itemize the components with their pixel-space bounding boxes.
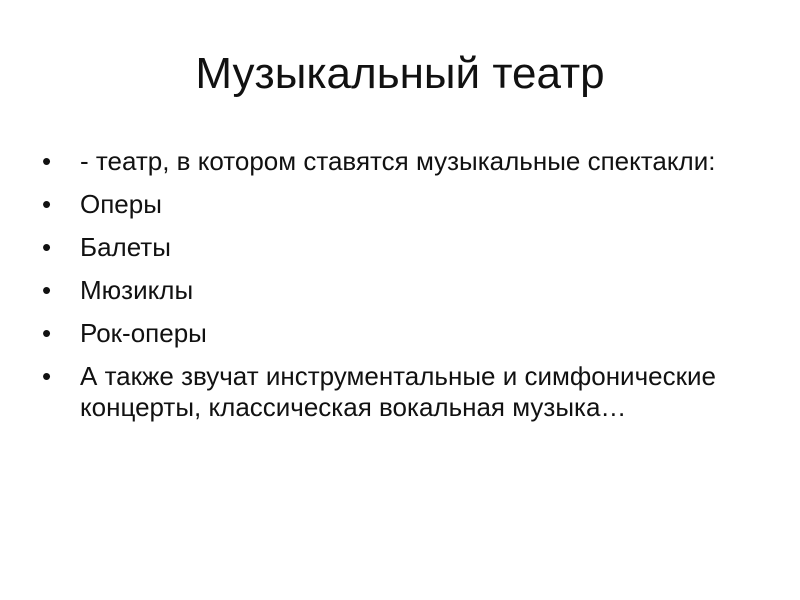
bullet-item-ballets	[40, 232, 730, 263]
bullet-text: Мюзиклы	[80, 275, 194, 305]
bullet-text: А также звучат инструментальные и симфонические концерты, классическая вокальная музыка…	[80, 361, 716, 422]
bullet-item-rock-operas	[40, 318, 730, 349]
bullet-item-description	[40, 146, 730, 177]
bullet-dot-icon: •	[42, 275, 52, 305]
bullet-dot-icon: •	[42, 189, 52, 219]
bullet-dot-icon: •	[42, 232, 52, 262]
bullet-text: Рок-оперы	[80, 318, 207, 348]
bullet-item-operas	[40, 189, 730, 220]
bullet-text: - театр, в котором ставятся музыкальные спектакли:	[80, 146, 716, 176]
bullet-text: Балеты	[80, 232, 171, 262]
bullet-dot-icon: •	[42, 318, 52, 348]
slide-title: Музыкальный театр	[195, 49, 605, 98]
bullet-list	[40, 146, 730, 435]
bullet-dot-icon: •	[42, 361, 52, 391]
bullet-item-musicals	[40, 275, 730, 306]
bullet-dot-icon: •	[42, 146, 52, 176]
bullet-text: Оперы	[80, 189, 162, 219]
bullet-item-concerts	[40, 361, 730, 423]
